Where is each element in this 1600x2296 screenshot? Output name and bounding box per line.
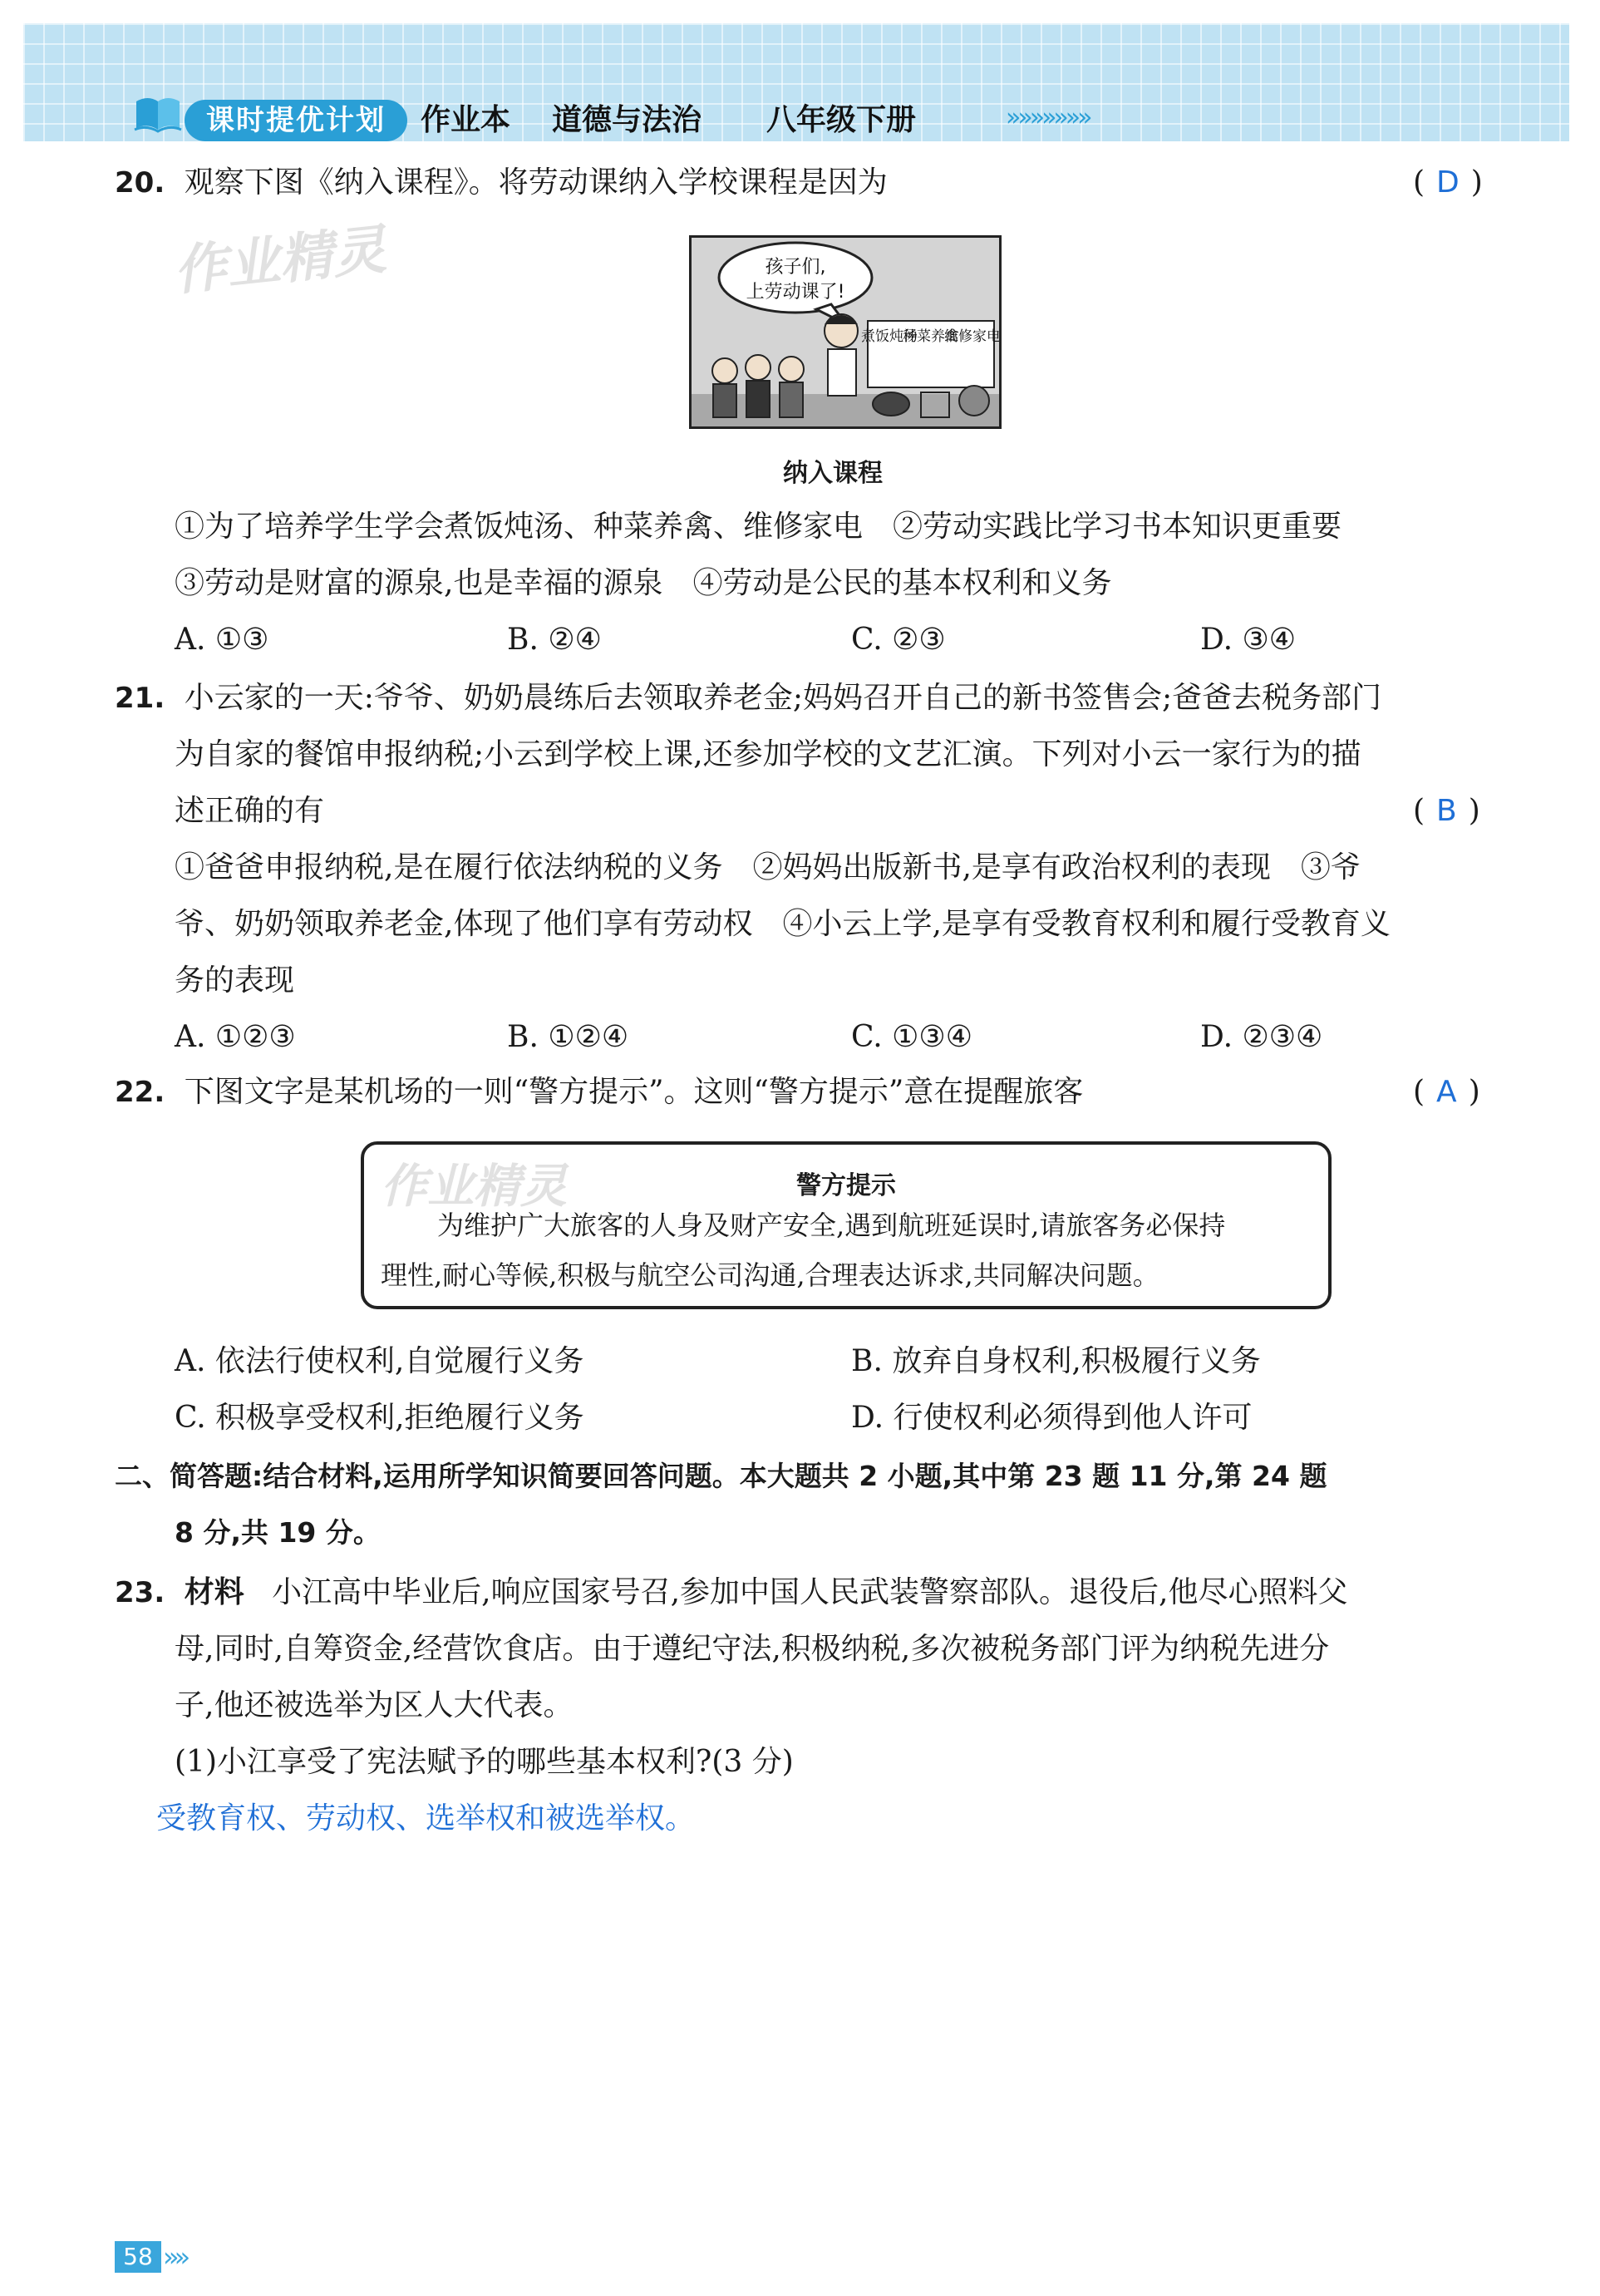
q20-option-a: A. ①③	[175, 623, 269, 657]
q21-statements-3: 务的表现	[175, 963, 295, 998]
subject: 道德与法治	[552, 103, 702, 137]
board-col-2: 种菜养禽	[903, 328, 959, 345]
brand-pill: 课时提优计划	[185, 100, 407, 141]
q21-answer-paren: ( B )	[1413, 794, 1480, 828]
q22-answer-paren: ( A )	[1413, 1075, 1480, 1109]
q22-option-a: A. 依法行使权利,自觉履行义务	[175, 1344, 584, 1378]
q22-number: 22.	[115, 1076, 165, 1109]
q23-material-1: 小江高中毕业后,响应国家号召,参加中国人民武装警察部队。退役后,他尽心照料父	[272, 1575, 1348, 1609]
section2-heading-2: 8 分,共 19 分。	[175, 1516, 381, 1549]
q23-material-3: 子,他还被选举为区人大代表。	[175, 1688, 574, 1722]
q21-option-d: D. ②③④	[1200, 1020, 1323, 1054]
q21-stem-line-1	[115, 678, 1381, 718]
cartoon-image	[689, 235, 1002, 429]
q20-option-c: C. ②③	[851, 623, 946, 657]
q20-stem: 观察下图《纳入课程》。将劳动课纳入学校课程是因为	[184, 165, 888, 200]
q22-option-d: D. 行使权利必须得到他人许可	[851, 1401, 1253, 1435]
q23-sub1: (1)小江享受了宪法赋予的哪些基本权利?(3 分)	[175, 1745, 794, 1779]
q20-answer-paren: ( D )	[1413, 165, 1483, 200]
q23-material-2: 母,同时,自筹资金,经营饮食店。由于遵纪守法,积极纳税,多次被税务部门评为纳税先进分	[175, 1632, 1330, 1666]
board-col-3: 维修家电	[944, 328, 999, 345]
q21-number: 21.	[115, 682, 165, 715]
q22-option-c: C. 积极享受权利,拒绝履行义务	[175, 1401, 584, 1435]
watermark-logo-notice: 作业精灵	[381, 1160, 567, 1214]
open-book-icon	[133, 91, 183, 135]
book-type: 作业本	[421, 103, 511, 137]
q21-option-b: B. ①②④	[507, 1020, 629, 1054]
q21-stem-3: 述正确的有	[175, 794, 325, 828]
q23-material-label: 材料	[184, 1575, 244, 1609]
q21-answer: B	[1436, 794, 1457, 828]
q22-stem-line	[115, 1072, 1083, 1112]
q21-statements-2: 爷、奶奶领取养老金,体现了他们享有劳动权 ④小云上学,是享有受教育权利和履行受教育义	[175, 907, 1391, 941]
q21-statements-1: ①爸爸申报纳税,是在履行依法纳税的义务 ②妈妈出版新书,是享有政治权利的表现 ③爷	[175, 850, 1361, 884]
q21-option-c: C. ①③④	[851, 1020, 972, 1054]
q21-stem-2: 为自家的餐馆申报纳税;小云到学校上课,还参加学校的文艺汇演。下列对小云一家行为的描	[175, 737, 1361, 771]
notice-line-2: 理性,耐心等候,积极与航空公司沟通,合理表达诉求,共同解决问题。	[381, 1259, 1159, 1291]
q21-option-a: A. ①②③	[175, 1020, 296, 1054]
q22-option-b: B. 放弃自身权利,积极履行义务	[851, 1344, 1261, 1378]
grade: 八年级下册	[766, 103, 917, 137]
notice-title: 警方提示	[796, 1171, 896, 1200]
q20-statements-2: ③劳动是财富的源泉,也是幸福的源泉 ④劳动是公民的基本权利和义务	[175, 566, 1112, 600]
watermark-logo: 作业精灵	[170, 219, 389, 303]
q20-answer: D	[1436, 165, 1460, 200]
q23-number: 23.	[115, 1576, 165, 1609]
q23-material-line-1	[115, 1573, 1348, 1613]
q22-answer: A	[1436, 1075, 1457, 1109]
section2-heading-1: 二、简答题:结合材料,运用所学知识简要回答问题。本大题共 2 小题,其中第 23 题 11 分,第 24 题	[115, 1460, 1327, 1492]
police-notice-box	[361, 1141, 1332, 1309]
q20-option-b: B. ②④	[507, 623, 602, 657]
page-chevron-icon: »»	[163, 2241, 186, 2273]
board-col-1: 煮饭炖汤	[861, 328, 918, 345]
q20-stem-line	[115, 163, 888, 203]
notice-line-1: 为维护广大旅客的人身及财产安全,遇到航班延误时,请旅客务必保持	[437, 1210, 1226, 1241]
q20-number: 20.	[115, 166, 165, 200]
bubble-line-2: 上劳动课了!	[746, 282, 845, 303]
q21-stem-1: 小云家的一天:爷爷、奶奶晨练后去领取养老金;妈妈召开自己的新书签售会;爸爸去税务部门	[184, 681, 1382, 715]
cartoon-drawing	[692, 238, 999, 426]
q20-statements-1: ①为了培养学生学会煮饭炖汤、种菜养禽、维修家电 ②劳动实践比学习书本知识更重要	[175, 510, 1342, 544]
page-number: 58	[115, 2241, 161, 2273]
q20-option-d: D. ③④	[1200, 623, 1297, 657]
q23-sub1-answer: 受教育权、劳动权、选举权和被选举权。	[156, 1801, 696, 1835]
bubble-line-1: 孩子们,	[765, 257, 826, 278]
cartoon-caption: 纳入课程	[783, 459, 883, 488]
header-chevrons-icon: »»»»»»»	[1006, 103, 1090, 132]
q22-stem: 下图文字是某机场的一则“警方提示”。这则“警方提示”意在提醒旅客	[184, 1075, 1084, 1109]
